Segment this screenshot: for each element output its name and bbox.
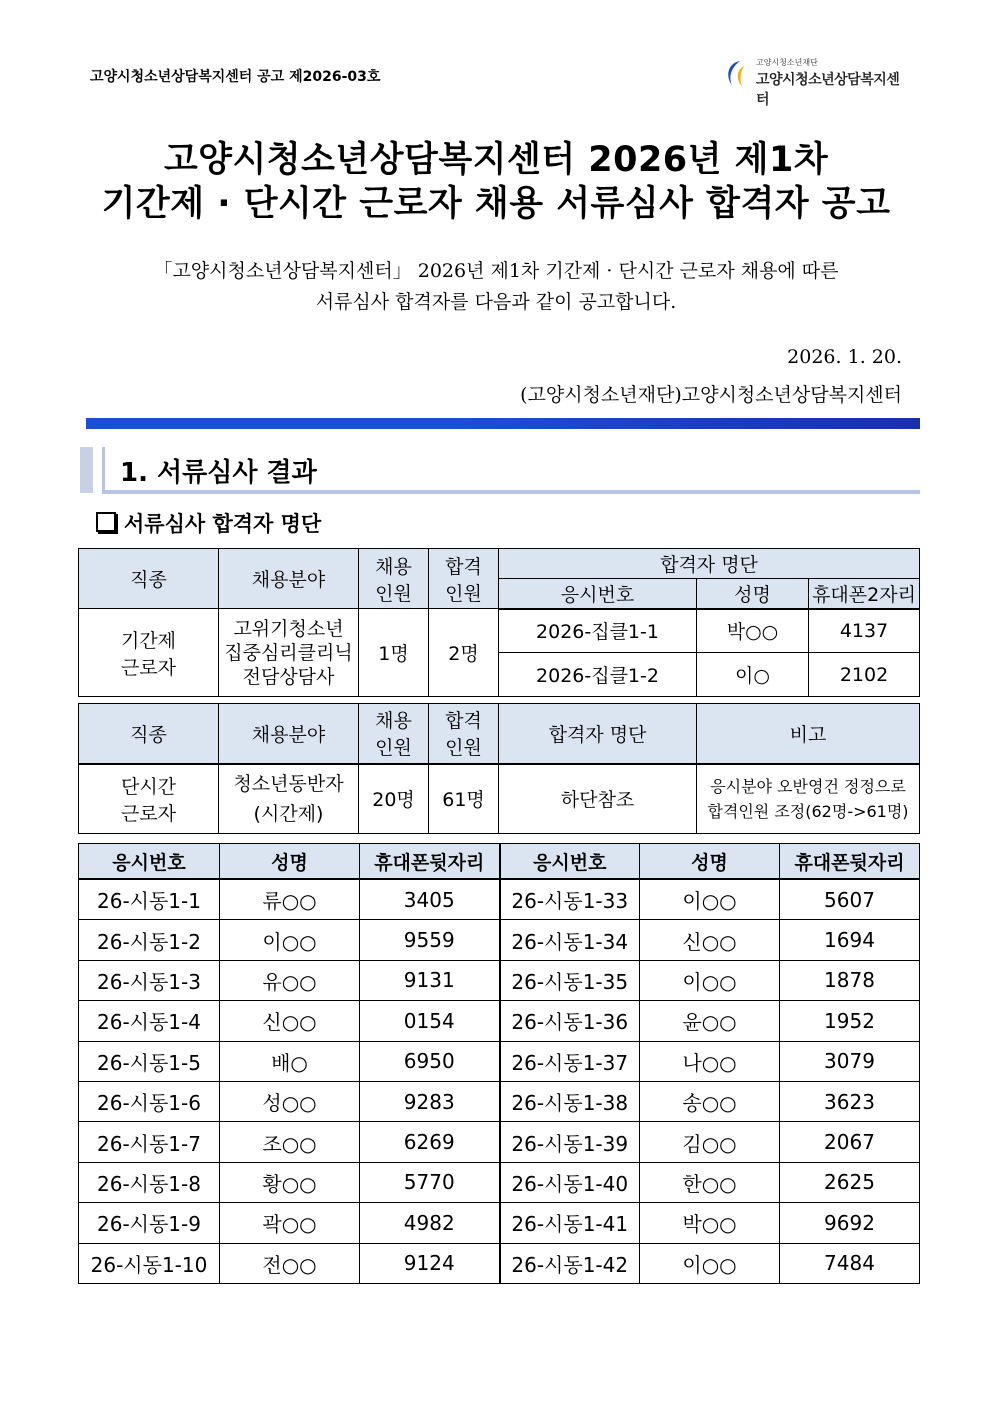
phone-cell: 5607 bbox=[780, 879, 920, 920]
phone-cell: 2102 bbox=[809, 653, 920, 697]
header-recruit-count: 채용 인원 bbox=[359, 549, 429, 609]
phone-cell: 2625 bbox=[780, 1162, 920, 1202]
name-cell: 박○○ bbox=[640, 1203, 780, 1243]
header-field: 채용분야 bbox=[219, 704, 359, 764]
header-recruit-count: 채용 인원 bbox=[359, 704, 429, 764]
foundation-logo-icon bbox=[722, 58, 752, 88]
phone-cell: 9131 bbox=[360, 960, 500, 1000]
phone-cell: 9692 bbox=[780, 1203, 920, 1243]
name-cell: 이○○ bbox=[640, 879, 780, 920]
name-cell: 유○○ bbox=[220, 960, 360, 1000]
app-no-cell: 26-시동1-35 bbox=[500, 960, 640, 1000]
recruit-count-cell: 20명 bbox=[359, 764, 429, 834]
phone-cell: 7484 bbox=[780, 1243, 920, 1283]
name-cell: 김○○ bbox=[640, 1122, 780, 1162]
table-row bbox=[79, 920, 920, 960]
name-cell: 이○ bbox=[697, 653, 809, 697]
app-no-cell: 26-시동1-5 bbox=[79, 1041, 220, 1081]
header-app-no: 응시번호 bbox=[500, 844, 640, 880]
section-heading: 1. 서류심사 결과 bbox=[120, 458, 317, 488]
phone-cell: 4982 bbox=[360, 1203, 500, 1243]
issuing-organization: (고양시청소년재단)고양시청소년상담복지센터 bbox=[520, 384, 902, 406]
app-no-cell: 2026-집클1-1 bbox=[499, 609, 697, 653]
divider-bar bbox=[86, 418, 920, 429]
phone-cell: 2067 bbox=[780, 1122, 920, 1162]
intro-line-1: 「고양시청소년상담복지센터」 2026년 제1차 기간제 · 단시간 근로자 채용에 따른 bbox=[153, 260, 839, 282]
logo-center-name: 고양시청소년상담복지센터 bbox=[756, 72, 900, 108]
app-no-cell: 26-시동1-33 bbox=[500, 879, 640, 920]
subsection-heading-label: 서류심사 합격자 명단 bbox=[124, 512, 322, 536]
section-accent-gap bbox=[93, 447, 99, 493]
recruit-count-cell: 1명 bbox=[359, 609, 429, 697]
page-title-line-1: 고양시청소년상담복지센터 2026년 제1차 bbox=[163, 140, 829, 180]
header-job-type: 직종 bbox=[79, 704, 219, 764]
document-number: 고양시청소년상담복지센터 공고 제2026-03호 bbox=[90, 69, 381, 85]
header-phone: 휴대폰2자리 bbox=[809, 579, 920, 609]
name-cell: 이○○ bbox=[640, 1243, 780, 1283]
phone-cell: 6269 bbox=[360, 1122, 500, 1162]
header-pass-count: 합격 인원 bbox=[429, 704, 499, 764]
header-name: 성명 bbox=[220, 844, 360, 880]
header-app-no: 응시번호 bbox=[79, 844, 220, 880]
header-name: 성명 bbox=[640, 844, 780, 880]
app-no-cell: 26-시동1-6 bbox=[79, 1081, 220, 1121]
phone-cell: 4137 bbox=[809, 609, 920, 653]
subsection-heading bbox=[96, 508, 321, 538]
page-title-line-2: 기간제 · 단시간 근로자 채용 서류심사 합격자 공고 bbox=[101, 184, 891, 224]
phone-cell: 5770 bbox=[360, 1162, 500, 1202]
table-row bbox=[79, 1243, 920, 1283]
phone-cell: 6950 bbox=[360, 1041, 500, 1081]
table-row bbox=[79, 1122, 920, 1162]
table-row bbox=[79, 960, 920, 1000]
field-cell: 고위기청소년 집중심리클리닉 전담상담사 bbox=[219, 609, 359, 697]
part-time-pass-list-table bbox=[78, 843, 920, 1284]
pass-count-cell: 2명 bbox=[429, 609, 499, 697]
app-no-cell: 26-시동1-42 bbox=[500, 1243, 640, 1283]
note-cell: 응시분야 오반영건 정정으로 합격인원 조정(62명->61명) bbox=[697, 764, 920, 834]
header-name: 성명 bbox=[697, 579, 809, 609]
table-row bbox=[79, 1041, 920, 1081]
intro-line-2: 서류심사 합격자를 다음과 같이 공고합니다. bbox=[315, 291, 677, 313]
section-accent-bar bbox=[80, 447, 93, 493]
app-no-cell: 26-시동1-9 bbox=[79, 1203, 220, 1243]
foundation-logo bbox=[722, 54, 912, 108]
header-job-type: 직종 bbox=[79, 549, 219, 609]
name-cell: 송○○ bbox=[640, 1081, 780, 1121]
header-pass-list: 합격자 명단 bbox=[499, 704, 697, 764]
section-underline bbox=[102, 490, 920, 494]
app-no-cell: 26-시동1-2 bbox=[79, 920, 220, 960]
phone-cell: 1694 bbox=[780, 920, 920, 960]
field-cell: 청소년동반자 (시간제) bbox=[219, 764, 359, 834]
pass-count-cell: 61명 bbox=[429, 764, 499, 834]
app-no-cell: 26-시동1-36 bbox=[500, 1001, 640, 1041]
header-pass-list: 합격자 명단 bbox=[499, 549, 920, 579]
name-cell: 이○○ bbox=[640, 960, 780, 1000]
table-row bbox=[79, 879, 920, 920]
phone-cell: 9283 bbox=[360, 1081, 500, 1121]
phone-cell: 1952 bbox=[780, 1001, 920, 1041]
name-cell: 곽○○ bbox=[220, 1203, 360, 1243]
announcement-date: 2026. 1. 20. bbox=[787, 346, 902, 368]
name-cell: 신○○ bbox=[220, 1001, 360, 1041]
phone-cell: 0154 bbox=[360, 1001, 500, 1041]
name-cell: 황○○ bbox=[220, 1162, 360, 1202]
table-row bbox=[79, 1203, 920, 1243]
job-type-cell: 단시간 근로자 bbox=[79, 764, 219, 834]
name-cell: 성○○ bbox=[220, 1081, 360, 1121]
part-time-worker-table bbox=[78, 703, 920, 834]
name-cell: 전○○ bbox=[220, 1243, 360, 1283]
app-no-cell: 26-시동1-41 bbox=[500, 1203, 640, 1243]
name-cell: 박○○ bbox=[697, 609, 809, 653]
app-no-cell: 26-시동1-3 bbox=[79, 960, 220, 1000]
phone-cell: 3405 bbox=[360, 879, 500, 920]
name-cell: 한○○ bbox=[640, 1162, 780, 1202]
table-row bbox=[79, 1081, 920, 1121]
app-no-cell: 26-시동1-10 bbox=[79, 1243, 220, 1283]
table-row bbox=[79, 1162, 920, 1202]
name-cell: 류○○ bbox=[220, 879, 360, 920]
contract-worker-table bbox=[78, 548, 920, 697]
name-cell: 이○○ bbox=[220, 920, 360, 960]
app-no-cell: 26-시동1-40 bbox=[500, 1162, 640, 1202]
checkbox-square-icon bbox=[96, 512, 116, 532]
name-cell: 나○○ bbox=[640, 1041, 780, 1081]
header-pass-count: 합격 인원 bbox=[429, 549, 499, 609]
logo-foundation-name: 고양시청소년재단 bbox=[756, 58, 818, 67]
phone-cell: 3079 bbox=[780, 1041, 920, 1081]
app-no-cell: 26-시동1-4 bbox=[79, 1001, 220, 1041]
app-no-cell: 26-시동1-39 bbox=[500, 1122, 640, 1162]
header-field: 채용분야 bbox=[219, 549, 359, 609]
app-no-cell: 2026-집클1-2 bbox=[499, 653, 697, 697]
name-cell: 조○○ bbox=[220, 1122, 360, 1162]
name-cell: 윤○○ bbox=[640, 1001, 780, 1041]
phone-cell: 9559 bbox=[360, 920, 500, 960]
header-note: 비고 bbox=[697, 704, 920, 764]
table-row bbox=[79, 1001, 920, 1041]
phone-cell: 1878 bbox=[780, 960, 920, 1000]
phone-cell: 9124 bbox=[360, 1243, 500, 1283]
header-phone: 휴대폰뒷자리 bbox=[360, 844, 500, 880]
app-no-cell: 26-시동1-7 bbox=[79, 1122, 220, 1162]
app-no-cell: 26-시동1-34 bbox=[500, 920, 640, 960]
header-app-no: 응시번호 bbox=[499, 579, 697, 609]
app-no-cell: 26-시동1-8 bbox=[79, 1162, 220, 1202]
job-type-cell: 기간제 근로자 bbox=[79, 609, 219, 697]
phone-cell: 3623 bbox=[780, 1081, 920, 1121]
pass-list-body bbox=[79, 879, 920, 1283]
section-accent-line bbox=[102, 447, 105, 494]
pass-list-cell: 하단참조 bbox=[499, 764, 697, 834]
app-no-cell: 26-시동1-37 bbox=[500, 1041, 640, 1081]
name-cell: 신○○ bbox=[640, 920, 780, 960]
app-no-cell: 26-시동1-1 bbox=[79, 879, 220, 920]
app-no-cell: 26-시동1-38 bbox=[500, 1081, 640, 1121]
header-phone: 휴대폰뒷자리 bbox=[780, 844, 920, 880]
name-cell: 배○ bbox=[220, 1041, 360, 1081]
